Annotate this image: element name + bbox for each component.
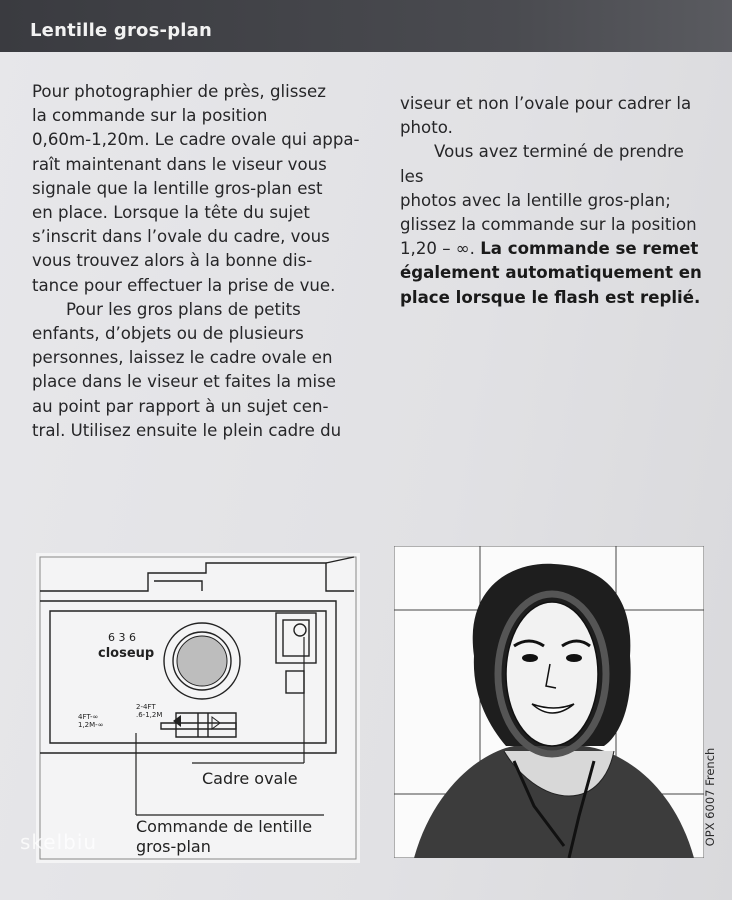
section-title: Lentille gros-plan <box>30 20 213 41</box>
page-code: OPX 6007 French <box>703 747 717 847</box>
text-column-left <box>32 80 362 443</box>
brand-label: closeup <box>98 646 155 661</box>
distance-right-2: .6-1,2M <box>136 711 163 719</box>
viewfinder-illustration <box>394 546 704 858</box>
label-cadre-ovale: Cadre ovale <box>202 769 298 788</box>
bold-note: La commande se remet <box>480 239 699 259</box>
distance-left-2: 1,2M-∞ <box>78 721 104 729</box>
section-header <box>0 0 732 52</box>
label-commande: Commande de lentille gros-plan <box>136 817 313 856</box>
bold-note: également automatiquement en <box>400 263 702 283</box>
distance-right-1: 2-4FT <box>136 703 156 711</box>
paragraph: Pour photographier de près, glissez la commande sur la position 0,60m-1,20m. Le cadre ovale qui appa- raît maintenant dans le viseur vous signale que la lentille gros-plan est en place. Lorsque la tête du sujet s’inscrit dans l’ovale du cadre, vous vous trouvez alors à la bonne dis- tance pour effectuer la prise de vue. <box>32 82 360 295</box>
paragraph: Vous avez terminé de prendre les photos avec la lentille gros-plan; glissez la commande sur la position 1,20 – ∞. La commande se remet également automatiquement en place lorsque le flash est replié. <box>400 142 702 307</box>
bold-note: place lorsque le flash est replié. <box>400 287 701 307</box>
text-column-right <box>400 92 708 310</box>
paragraph: viseur et non l’ovale pour cadrer la photo. <box>400 94 692 138</box>
portrait-drawing <box>394 546 704 858</box>
distance-left-1: 4FT-∞ <box>78 713 99 721</box>
camera-diagram <box>36 553 360 863</box>
model-digits: 6 3 6 <box>108 631 136 644</box>
paragraph: Pour les gros plans de petits enfants, d’objets ou de plusieurs personnes, laissez le cadre ovale en place dans le viseur et faites la mise au point par rapport à un sujet cen- tral. Utilisez ensuite le plein cadre du <box>32 299 342 440</box>
watermark: skelbiu <box>20 830 98 854</box>
